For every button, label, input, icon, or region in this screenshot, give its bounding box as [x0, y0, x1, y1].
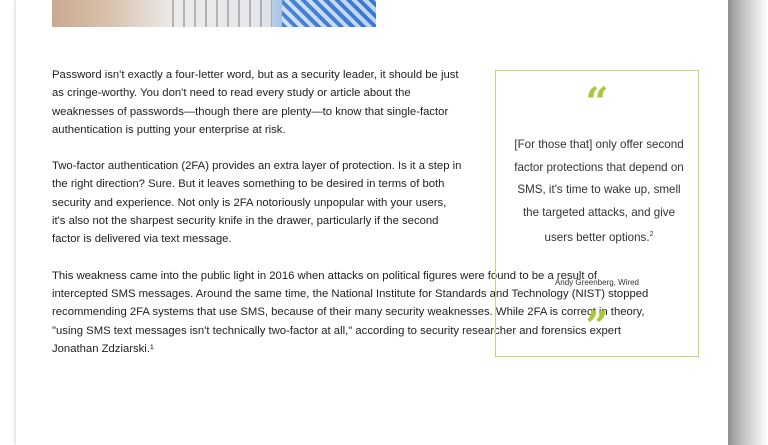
blue-pattern-graphic [282, 0, 376, 27]
document-page [16, 0, 728, 445]
footnote-marker: 2 [649, 231, 654, 238]
paragraph-1: Password isn't exactly a four-letter word, but as a security leader, it should be just as cringe-worthy. You don't need to read every study or article about the weaknesses of passwords—though there are plenty—to know that single-factor authentication is putting your enterprise at risk. [52, 69, 459, 136]
open-quote-icon: “ [585, 79, 609, 126]
paragraph-2: Two-factor authentication (2FA) provides an extra layer of protection. Is it a step in the right direction? Sure. But it leaves something to be desired in terms of both security and experience. Not only is 2FA notoriously unpopular with your users, it's also not the sharpest security knife in the drawer, particularly if the second factor is delivered via text message. [52, 160, 462, 246]
quote-attribution: Andy Greenberg, Wired [554, 278, 640, 287]
pull-quote-box [495, 70, 699, 357]
header-image [52, 0, 376, 27]
close-quote-icon: ” [585, 303, 609, 350]
keyboard-graphic [172, 0, 272, 27]
paragraph-3: This weakness came into the public light in 2016 when attacks on political figures were found to be a result of intercepted SMS messages. Around the same time, the National Institute for Standards and Technology (NIST) stopped recommending 2FA systems that use SMS, because of their many security weaknesses. While 2FA is correct in theory, "using SMS text messages isn't technically two-factor at all," according to security researcher and forensics expert Jonathan Zdziarski.¹ [52, 269, 649, 355]
quote-body: [For those that] only offer second factor protections that depend on SMS, it's time to wake up, smell the targeted attacks, and give users better options. [514, 138, 684, 244]
pull-quote-text [510, 134, 688, 249]
